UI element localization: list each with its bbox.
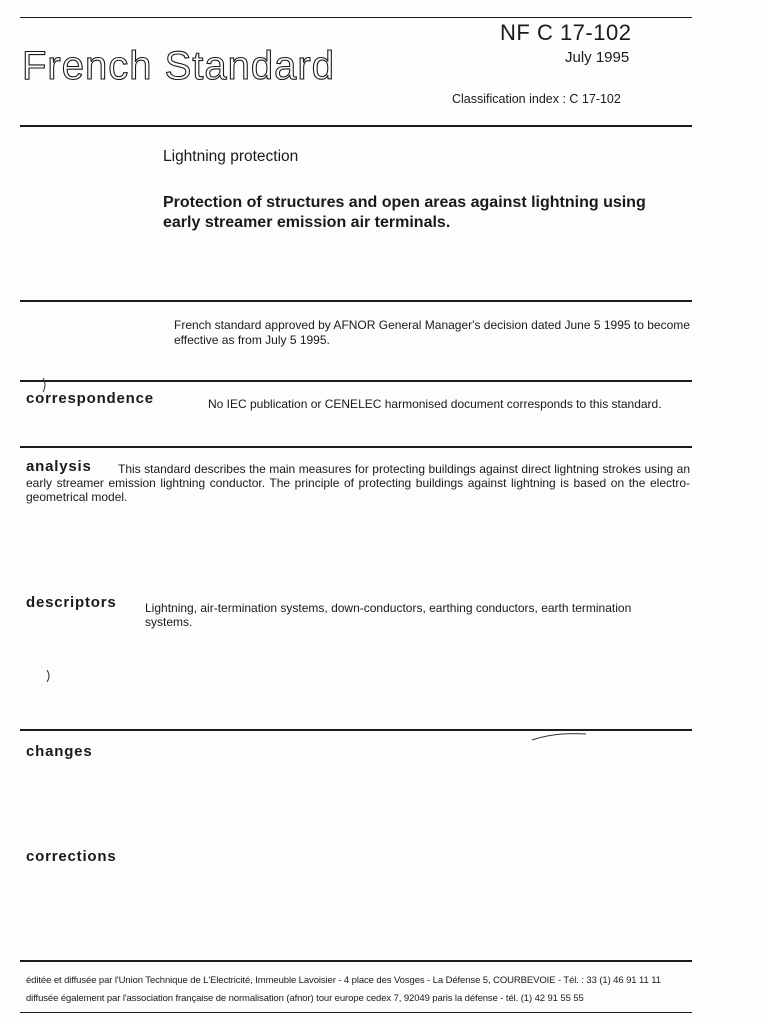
approval-statement: French standard approved by AFNOR General Manager's decision dated June 5 1995 to become effective as from July 5 1995.: [174, 318, 690, 347]
header-rule: [20, 125, 692, 127]
analysis-label: analysis: [26, 458, 92, 475]
approval-rule: [20, 380, 692, 382]
document-title: Protection of structures and open areas against lightning using early streamer emission air terminals.: [163, 194, 646, 231]
scan-bracket-decoration-2: [44, 668, 54, 684]
top-rule: [20, 17, 692, 18]
scan-mark-decoration: [530, 728, 590, 744]
corrections-label: corrections: [26, 848, 117, 865]
footer-rule: [20, 960, 692, 962]
correspondence-text: No IEC publication or CENELEC harmonised document corresponds to this standard.: [208, 397, 662, 411]
footer-publisher-line: éditée et diffusée par l'Union Technique de L'Electricité, Immeuble Lavoisier - 4 place des Vosges - La Défense 5, COURBEVOIE - Tél. : 33 (1) 46 91 11 11: [26, 975, 661, 986]
document-type-heading: French Standard: [22, 44, 335, 88]
classification-index: Classification index : C 17-102: [452, 92, 621, 106]
descriptors-label: descriptors: [26, 594, 117, 611]
correspondence-rule: [20, 446, 692, 448]
descriptors-rule: [20, 729, 692, 731]
subject-heading: Lightning protection: [163, 148, 299, 165]
bottom-rule: [20, 1012, 692, 1013]
footer-distributor-line: diffusée également par l'association française de normalisation (afnor) tour europe cedex 7, 92049 paris la défense - tél. (1) 42 91 55 55: [26, 993, 584, 1004]
title-rule: [20, 300, 692, 302]
publication-date: July 1995: [565, 49, 630, 66]
analysis-text: This standard describes the main measures for protecting buildings against direct lightning strokes using an early streamer emission lightning conductor. The principle of protecting buildings against lightning is based on the electro-geometrical model.: [26, 462, 690, 504]
correspondence-label: correspondence: [26, 390, 154, 407]
descriptors-text: Lightning, air-termination systems, down-conductors, earthing conductors, earth termination systems.: [145, 601, 632, 629]
changes-label: changes: [26, 743, 93, 760]
standard-number: NF C 17-102: [500, 20, 632, 45]
scan-bracket-decoration: [40, 376, 50, 394]
